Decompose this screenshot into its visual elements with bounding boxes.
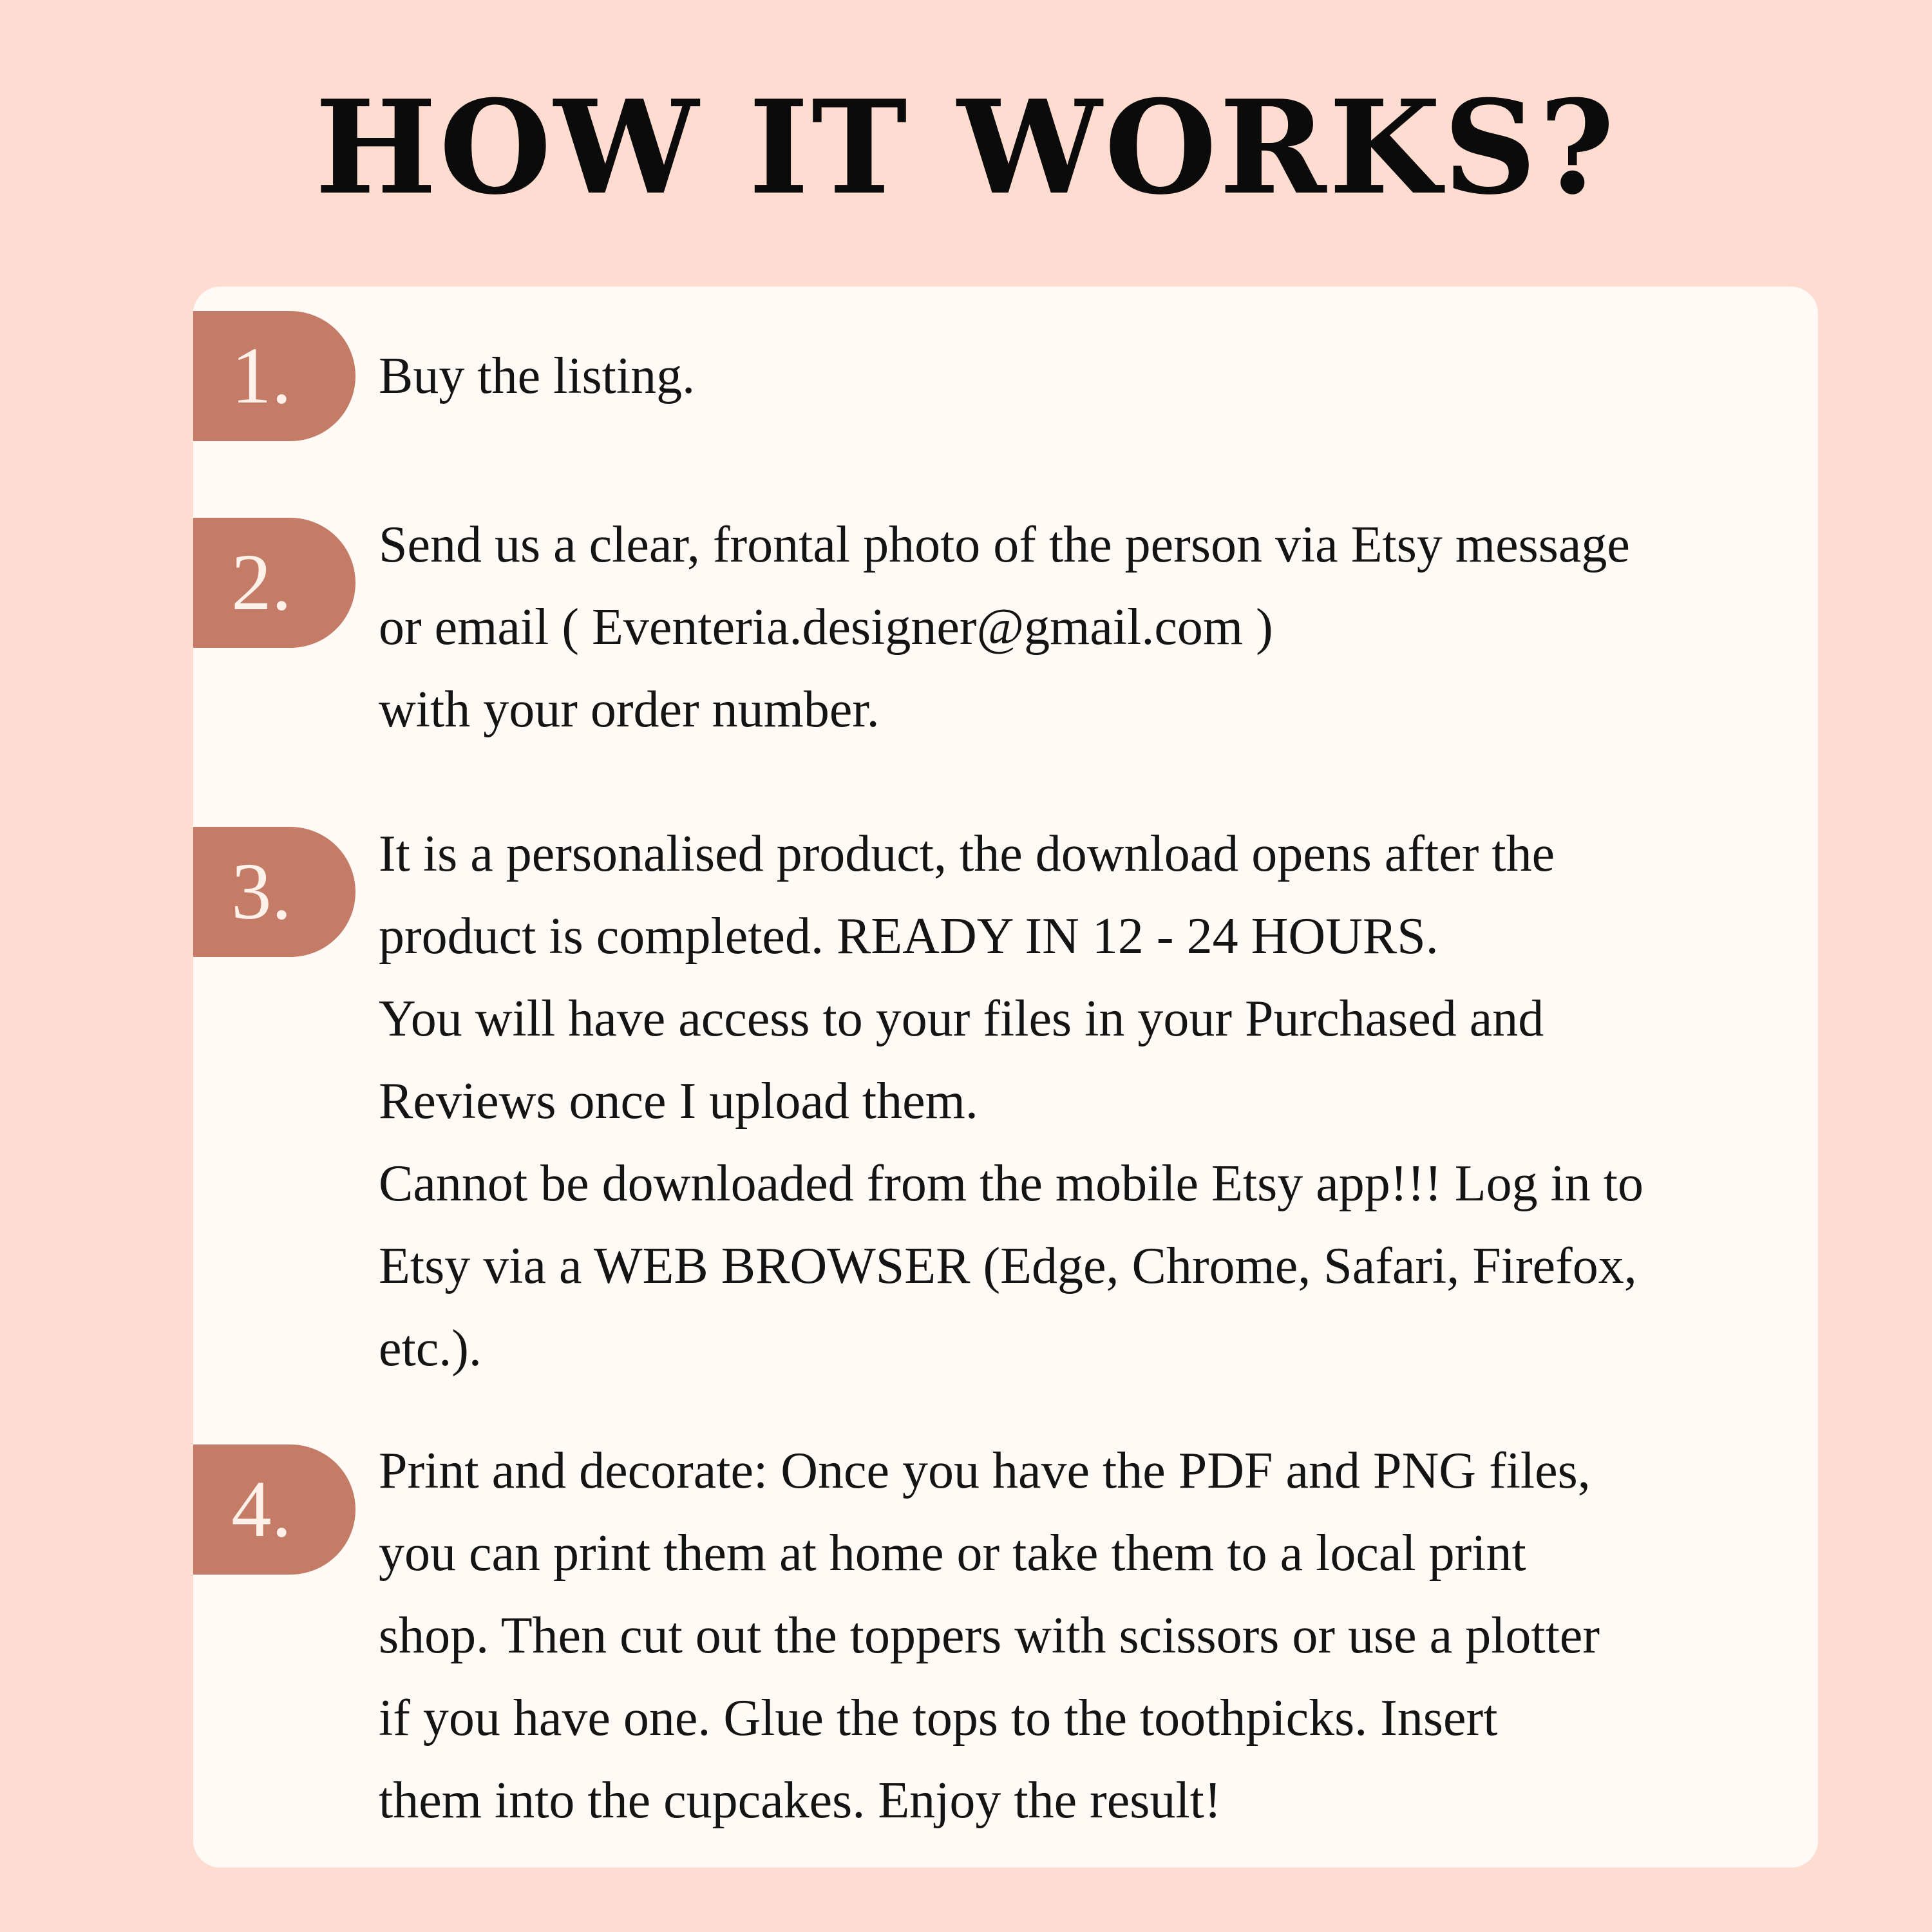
step-4-badge: 4. (193, 1444, 355, 1575)
step-1-badge: 1. (193, 311, 355, 441)
step-line: if you have one. Glue the tops to the toothpicks. Insert (379, 1690, 1498, 1747)
step-line: Reviews once I upload them. (379, 1073, 978, 1130)
step-4-text (379, 1430, 1802, 1842)
step-2-badge: 2. (193, 518, 355, 648)
step-line: Print and decorate: Once you have the PDF and PNG files, (379, 1443, 1591, 1499)
step-line: with your order number. (379, 681, 880, 738)
step-line: Buy the listing. (379, 348, 696, 404)
step-line: Cannot be downloaded from the mobile Etsy app!!! Log in to (379, 1155, 1644, 1212)
step-line: them into the cupcakes. Enjoy the result! (379, 1772, 1222, 1829)
step-line: product is completed. READY IN 12 - 24 HOURS. (379, 908, 1439, 965)
step-line: shop. Then cut out the toppers with scissors or use a plotter (379, 1607, 1600, 1664)
step-3-text (379, 813, 1802, 1390)
step-line: You will have access to your files in your Purchased and (379, 990, 1544, 1047)
step-line: Send us a clear, frontal photo of the person via Etsy message (379, 516, 1630, 573)
step-line: you can print them at home or take them to a local print (379, 1525, 1526, 1582)
step-line: or email ( Eventeria.designer@gmail.com ) (379, 599, 1273, 656)
step-line: It is a personalised product, the download opens after the (379, 826, 1555, 882)
page-title: HOW IT WORKS? (315, 72, 1617, 223)
step-2-text (379, 504, 1802, 751)
step-line: etc.). (379, 1320, 482, 1377)
step-1-text (379, 335, 1802, 417)
step-line: Etsy via a WEB BROWSER (Edge, Chrome, Safari, Firefox, (379, 1238, 1637, 1294)
step-3-badge: 3. (193, 827, 355, 957)
